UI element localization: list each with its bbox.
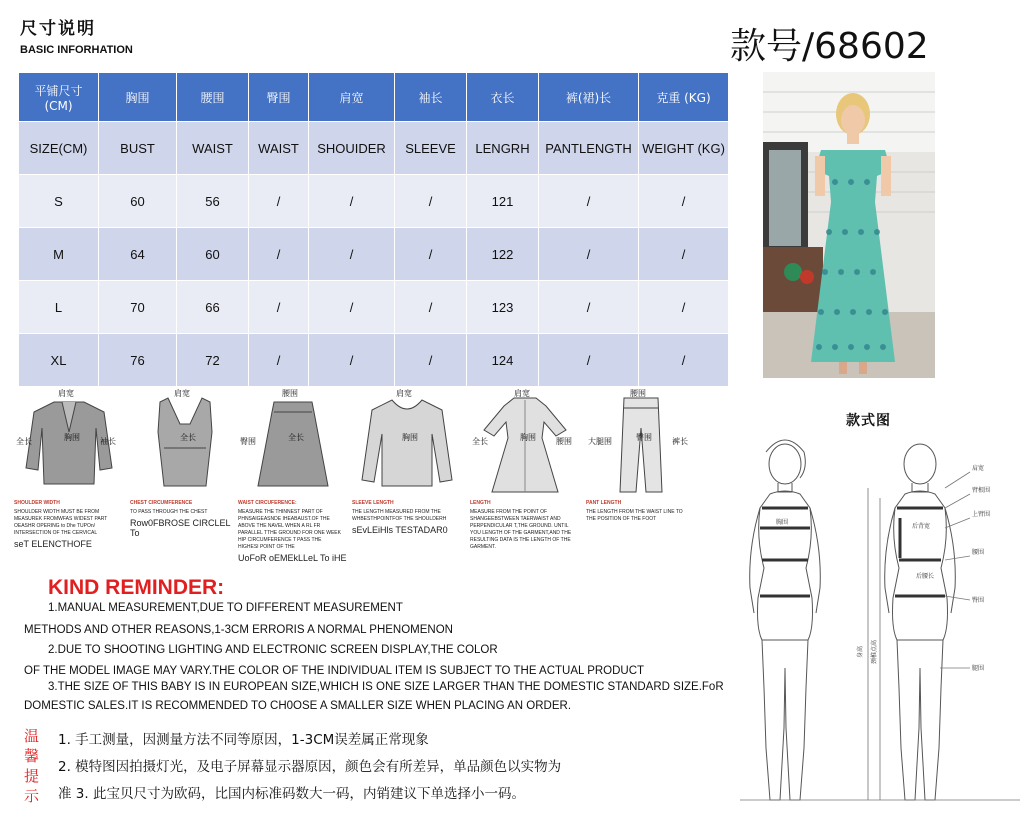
table-cell: / — [309, 228, 395, 281]
garment-note: WAIST CIRCUFERENCE: — [238, 500, 297, 506]
table-cell: WAIST — [177, 122, 249, 175]
table-cell: PANTLENGTH — [539, 122, 639, 175]
garment-guide — [238, 388, 350, 563]
column-header: 衣长 — [467, 73, 539, 122]
garment-label: 臀围 — [636, 433, 652, 442]
reminder-line: 1.MANUAL MEASUREMENT,DUE TO DIFFERENT MEASUREMENT — [48, 602, 403, 614]
garment-label: 腰围 — [282, 389, 298, 398]
table-cell: 70 — [99, 281, 177, 334]
table-row — [19, 122, 729, 175]
garment-label: 腰围 — [556, 437, 572, 446]
table-cell: / — [639, 175, 729, 228]
model-photo — [763, 72, 935, 378]
table-cell: / — [249, 281, 309, 334]
table-cell: BUST — [99, 122, 177, 175]
garment-caption: seT ELENCTHOFE — [14, 539, 92, 549]
garment-label: 肩宽 — [514, 389, 530, 398]
body-label: 肩宽 — [972, 465, 985, 472]
table-cell: 123 — [467, 281, 539, 334]
garment-label: 胸围 — [520, 433, 536, 442]
table-cell: / — [539, 281, 639, 334]
table-cell: S — [19, 175, 99, 228]
table-cell: SIZE(CM) — [19, 122, 99, 175]
garment-description: SHOULDER WIDTH MUST BE FROM MEASUREK FROMWFAS WIDEST PART OEASHR OPERING to Dhe TUPOn/ INTERSECTION OF THE CERVICAL — [14, 509, 108, 536]
style-number: 款号/68602 — [730, 26, 929, 67]
table-cell: 72 — [177, 334, 249, 387]
body-label: 臀围 — [972, 597, 985, 604]
body-label: 颈椎点高 — [871, 639, 878, 664]
garment-label: 袖长 — [100, 437, 116, 446]
reminder-title: KIND REMINDER: — [48, 576, 225, 599]
sweater-icon — [352, 388, 462, 496]
garment-label: 肩宽 — [174, 389, 190, 398]
garment-note: LENGTH — [470, 500, 491, 506]
column-header: 袖长 — [395, 73, 467, 122]
garment-label: 胸围 — [64, 433, 80, 442]
cn-reminder-line: 2. 模特图因拍摄灯光，及电子屏幕显示器原因，颜色会有所差异，单品颜色以实物为 — [58, 759, 562, 775]
garment-guide — [130, 388, 242, 538]
table-cell: / — [395, 175, 467, 228]
table-cell: WEIGHT (KG) — [639, 122, 729, 175]
table-cell: / — [309, 175, 395, 228]
garment-label: 肩宽 — [58, 389, 74, 398]
table-cell: / — [249, 175, 309, 228]
table-row — [19, 281, 729, 334]
column-header: 肩宽 — [309, 73, 395, 122]
page-title-cn: 尺寸说明 — [20, 19, 96, 38]
table-cell: LENGRH — [467, 122, 539, 175]
column-header: 克重 (KG) — [639, 73, 729, 122]
garment-guide — [470, 388, 582, 551]
garment-note: SLEEVE LENGTH — [352, 500, 394, 506]
table-cell: 66 — [177, 281, 249, 334]
table-cell: 64 — [99, 228, 177, 281]
column-header: 臀围 — [249, 73, 309, 122]
table-cell: / — [395, 228, 467, 281]
table-cell: / — [309, 334, 395, 387]
body-label: 胸围 — [776, 519, 789, 526]
table-cell: 122 — [467, 228, 539, 281]
column-header: 平铺尺寸(CM) — [19, 73, 99, 122]
table-cell: / — [539, 175, 639, 228]
cn-reminder-line: 1. 手工测量，因测量方法不同等原因，1-3CM误差属正常现象 — [58, 732, 429, 748]
garment-label: 胸围 — [402, 433, 418, 442]
table-cell: / — [395, 281, 467, 334]
table-cell: L — [19, 281, 99, 334]
table-cell: 76 — [99, 334, 177, 387]
cn-reminder-line: 准 3. 此宝贝尺寸为欧码，比国内标准码数大一码，内销建议下单选择小一码。 — [58, 786, 525, 802]
table-row — [19, 228, 729, 281]
garment-label: 全长 — [472, 437, 488, 446]
vest-icon — [130, 388, 240, 496]
garment-note: PANT LENGTH — [586, 500, 622, 506]
table-row — [19, 175, 729, 228]
garment-guide — [352, 388, 464, 535]
garment-label: 大腿围 — [588, 437, 612, 446]
body-label: 臂根围 — [972, 487, 991, 494]
garment-description: MEASURE THE THINNEST PART OF PHNSAIGEASNDE IHEABAUST.OF THE ABOVE THE NAVEL WHEN A RL FR PARALLEL TTHE GROUND FOR ONE WEEK HIP CIRCUMFERENCE T PASS THE HIGHESI POINT OF THE — [238, 509, 341, 550]
garment-guide — [586, 388, 698, 523]
skirt-icon — [238, 388, 348, 496]
table-cell: / — [639, 334, 729, 387]
table-cell: / — [395, 334, 467, 387]
table-cell: 121 — [467, 175, 539, 228]
garment-caption: UoFoR oEMEkLLeL To iHE — [238, 553, 347, 563]
reminder-line: METHODS AND OTHER REASONS,1-3CM ERRORIS A NORMAL PHENOMENON — [24, 624, 453, 636]
reminder-line: OF THE MODEL IMAGE MAY VARY.THE COLOR OF THE INDIVIDUAL ITEM IS SUBJECT TO THE ACTUAL PRODUCT — [24, 665, 645, 677]
body-diagram-title: 款式图 — [846, 412, 891, 428]
reminder-line: DOMESTIC SALES.IT IS RECOMMENDED TO CH0OSE A SMALLER SIZE WHEN PLACING AN ORDER. — [24, 700, 572, 712]
table-cell: / — [309, 281, 395, 334]
garment-label: 裤长 — [672, 437, 688, 446]
table-cell: / — [639, 281, 729, 334]
pants-icon — [586, 388, 696, 496]
garment-label: 全长 — [288, 433, 304, 442]
dress-icon — [470, 388, 580, 496]
table-cell: / — [249, 334, 309, 387]
table-cell: 56 — [177, 175, 249, 228]
garment-label: 全长 — [180, 433, 196, 442]
garment-label: 腰围 — [630, 389, 646, 398]
table-body — [19, 122, 729, 387]
table-cell: 60 — [99, 175, 177, 228]
table-row — [19, 334, 729, 387]
table-cell: 60 — [177, 228, 249, 281]
column-header: 腰围 — [177, 73, 249, 122]
garment-label: 臀围 — [240, 437, 256, 446]
size-table — [18, 72, 729, 387]
reminder-line: 3.THE SIZE OF THIS BABY IS IN EUROPEAN SIZE,WHICH IS ONE SIZE LARGER THAN THE DOMESTIC STANDARD SIZE.FoR — [48, 681, 724, 693]
garment-description: TO PASS THROUGH THE CHEST — [130, 509, 208, 515]
reminder-line: 2.DUE TO SHOOTING LIGHTING AND ELECTRONIC SCREEN DISPLAY,THE COLOR — [48, 644, 498, 656]
page-title-en: BASIC INFORHATION — [20, 44, 133, 56]
garment-label: 全长 — [16, 437, 32, 446]
body-label: 后背宽 — [912, 523, 931, 530]
garment-description: THE LENGTH FROM THE WAIST LINE TO THE POSITION OF THE FOOT — [586, 509, 683, 522]
garment-note: SHOULDER WIDTH — [14, 500, 60, 506]
garment-caption: sEvLEiHls TESTADAR0 — [352, 525, 448, 535]
table-cell: SHOUIDER — [309, 122, 395, 175]
column-header: 胸围 — [99, 73, 177, 122]
body-measurement-diagram — [740, 428, 1020, 818]
garment-guide — [14, 388, 126, 549]
table-cell: WAIST — [249, 122, 309, 175]
body-label: 上臂围 — [972, 511, 991, 518]
garment-label: 肩宽 — [396, 389, 412, 398]
table-cell: M — [19, 228, 99, 281]
body-label: 后腰长 — [916, 573, 935, 580]
body-label: 腰围 — [972, 549, 985, 556]
table-cell: / — [639, 228, 729, 281]
warm-tip-label: 温馨提示 — [24, 727, 40, 805]
column-header: 裤(裙)长 — [539, 73, 639, 122]
body-label: 身高 — [857, 645, 864, 658]
garment-description: MEASURE FROM THE POINT OF SHANGEEBSTWEEN TAERWAIST AND PERPENDICULAR T,THE GROUND. UNTIL YOU LENGTH OF THE GARMENT,AND THE RESULTING DATA IS THE LENGTH OF THE GARMENT. — [470, 509, 572, 550]
body-label: 腿围 — [972, 665, 985, 672]
table-cell: / — [249, 228, 309, 281]
table-cell: / — [539, 228, 639, 281]
table-cell: / — [539, 334, 639, 387]
table-header-row — [19, 73, 729, 122]
garment-description: THE LENGTH MEASURED FROM THE WHBESTHPOINTFOF THE SHOULDERH — [352, 509, 447, 522]
table-cell: 124 — [467, 334, 539, 387]
table-cell: SLEEVE — [395, 122, 467, 175]
garment-note: CHEST CIRCUMFERENCE — [130, 500, 193, 506]
table-cell: XL — [19, 334, 99, 387]
jacket-icon — [14, 388, 124, 496]
garment-caption: Row0FBROSE CIRCLEL To — [130, 518, 231, 538]
